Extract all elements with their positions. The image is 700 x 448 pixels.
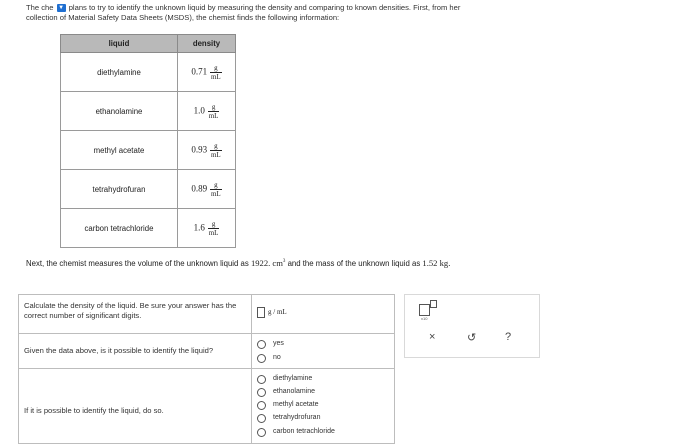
- exponent-box-icon: [430, 300, 437, 308]
- question-which-liquid: If it is possible to identify the liquid, do so.: [24, 406, 164, 415]
- table-row: [61, 170, 236, 209]
- liquid-name: diethylamine: [61, 53, 178, 92]
- unit-numerator: g: [210, 181, 222, 190]
- unit-denominator: mL: [208, 111, 219, 120]
- unit-numerator: g: [208, 220, 220, 229]
- intro-text-line2: collection of Material Safety Data Sheets (MSDS), the chemist finds the following information:: [26, 13, 340, 22]
- unit-denominator: mL: [210, 150, 221, 159]
- radio-tetrahydrofuran[interactable]: [257, 414, 266, 423]
- unit-denominator: mL: [210, 189, 221, 198]
- density-value: [177, 131, 235, 170]
- column-header-liquid: liquid: [61, 35, 178, 53]
- column-divider: [251, 295, 252, 443]
- question-density: Calculate the density of the liquid. Be sure your answer has the correct number of significant digits.: [24, 301, 237, 320]
- question-box: [18, 294, 395, 444]
- radio-no[interactable]: [257, 354, 266, 363]
- radio-label-methyl-acetate: methyl acetate: [273, 401, 319, 408]
- radio-ethanolamine[interactable]: [257, 388, 266, 397]
- radio-methyl-acetate[interactable]: [257, 401, 266, 410]
- unit-denominator: mL: [210, 72, 221, 81]
- column-header-density: density: [177, 35, 235, 53]
- radio-label-carbon-tetrachloride: carbon tetrachloride: [273, 428, 335, 435]
- density-value: [177, 209, 235, 248]
- measurement-text: [26, 258, 696, 268]
- unit-fraction: [210, 181, 222, 198]
- table-row: [61, 131, 236, 170]
- table-row: [61, 53, 236, 92]
- measurement-text-part1: Next, the chemist measures the volume of the unknown liquid as: [26, 259, 249, 268]
- radio-label-ethanolamine: ethanolamine: [273, 388, 316, 395]
- density-table: [60, 34, 236, 248]
- table-row: [61, 209, 236, 248]
- problem-intro: [26, 3, 696, 23]
- liquid-name: tetrahydrofuran: [61, 170, 178, 209]
- measurement-text-part2: and the mass of the unknown liquid as: [287, 259, 421, 268]
- chevron-down-icon[interactable]: ▼: [58, 5, 65, 11]
- unit-numerator: g: [210, 64, 222, 73]
- radio-label-yes: yes: [273, 340, 284, 347]
- unit-fraction: [210, 64, 222, 81]
- help-button[interactable]: ?: [505, 331, 512, 343]
- volume-exponent: 3: [282, 259, 286, 265]
- question-identify: Given the data above, is it possible to identify the liquid?: [24, 346, 214, 355]
- unit-fraction: [208, 220, 220, 237]
- radio-label-diethylamine: diethylamine: [273, 375, 313, 382]
- answer-tools-panel: [404, 294, 540, 358]
- row-divider: [19, 333, 394, 334]
- answer-unit-label: g / mL: [268, 308, 287, 316]
- density-number: 1.6: [193, 222, 205, 233]
- liquid-name: methyl acetate: [61, 131, 178, 170]
- unit-denominator: mL: [208, 228, 219, 237]
- unit-numerator: g: [208, 103, 220, 112]
- radio-diethylamine[interactable]: [257, 375, 266, 384]
- radio-label-tetrahydrofuran: tetrahydrofuran: [273, 414, 321, 421]
- radio-label-no: no: [273, 354, 281, 361]
- density-value: [177, 170, 235, 209]
- radio-yes[interactable]: [257, 340, 266, 349]
- density-answer-input[interactable]: [257, 307, 265, 318]
- liquid-name: ethanolamine: [61, 92, 178, 131]
- density-value: [177, 92, 235, 131]
- table-row: [61, 92, 236, 131]
- row-divider: [19, 368, 394, 369]
- density-number: 0.71: [191, 66, 208, 77]
- liquid-name: carbon tetrachloride: [61, 209, 178, 248]
- density-number: 0.93: [191, 144, 208, 155]
- base-box-icon: [419, 304, 430, 316]
- density-number: 1.0: [193, 105, 205, 116]
- unit-fraction: [210, 142, 222, 159]
- unit-numerator: g: [210, 142, 222, 151]
- volume-value: [251, 258, 285, 268]
- scientific-notation-label: x10: [421, 316, 428, 321]
- intro-text-end: plans to try to identify the unknown liquid by measuring the density and comparing to known densities. First, from her: [68, 3, 461, 12]
- table-header-row: [61, 35, 236, 53]
- unit-fraction: [208, 103, 220, 120]
- volume-number: 1922. cm: [250, 258, 283, 268]
- density-number: 0.89: [191, 183, 208, 194]
- mass-value: 1.52 kg.: [422, 258, 451, 268]
- clear-button[interactable]: ×: [429, 331, 436, 343]
- density-value: [177, 53, 235, 92]
- intro-text-start: The che: [26, 3, 54, 12]
- radio-carbon-tetrachloride[interactable]: [257, 428, 266, 437]
- undo-button[interactable]: ↺: [467, 332, 477, 344]
